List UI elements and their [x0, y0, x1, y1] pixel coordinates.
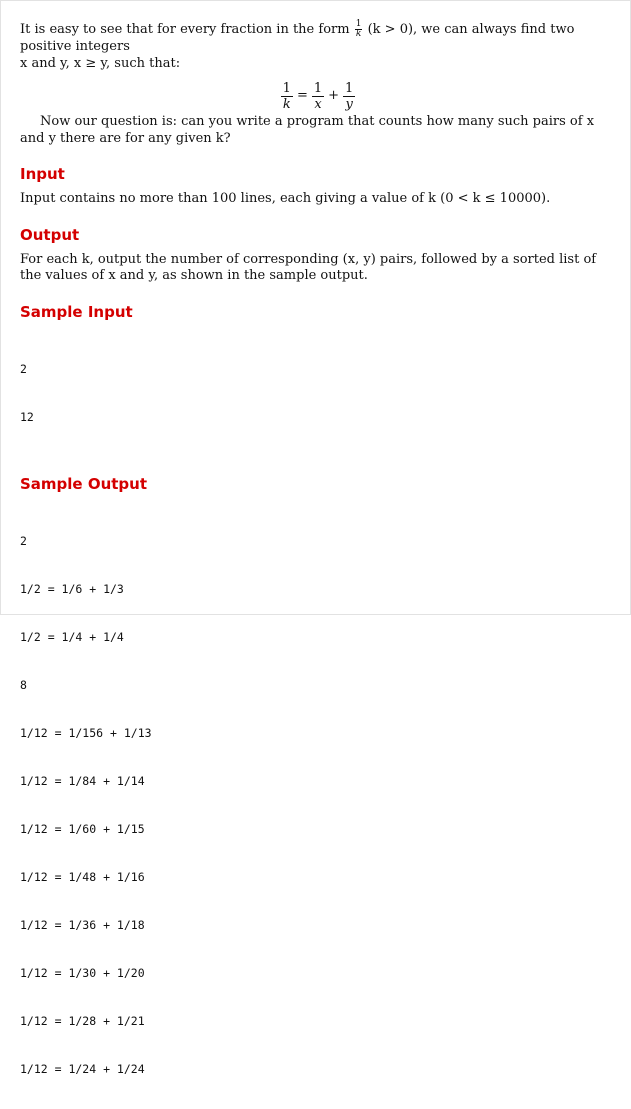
- sample-output-line: 1/2 = 1/6 + 1/3: [20, 581, 124, 596]
- sample-output-line: 1/12 = 1/84 + 1/14: [20, 773, 145, 788]
- y-numerator: 1: [345, 80, 354, 96]
- inline-fraction: [355, 20, 363, 39]
- sample-output-line: 8: [20, 677, 27, 692]
- inline-fraction-numerator: 1: [355, 19, 362, 29]
- sample-input-heading: Sample Input: [20, 302, 133, 321]
- y-fraction: [343, 81, 355, 112]
- sample-input-line: 2: [20, 361, 27, 376]
- output-heading: Output: [20, 225, 80, 244]
- plus-sign: +: [328, 87, 340, 103]
- problem-statement: [20, 12, 616, 1109]
- inline-fraction-denominator: k: [355, 29, 362, 39]
- sample-input-line: 12: [20, 409, 34, 424]
- sample-output-line: 1/12 = 1/156 + 1/13: [20, 725, 152, 740]
- intro-text-part1: It is easy to see that for every fraction in the form: [20, 22, 350, 37]
- sample-output-line: 2: [20, 533, 27, 548]
- x-denominator: x: [314, 96, 322, 112]
- sample-output-line: 1/12 = 1/24 + 1/24: [20, 1061, 145, 1076]
- question-paragraph: Now our question is: can you write a program that counts how many such pairs of x and y there are for any given k?: [20, 114, 595, 146]
- intro-condition: (k > 0), we can always find two positive integers: [20, 22, 575, 54]
- display-equation: [20, 78, 616, 114]
- input-description: Input contains no more than 100 lines, each giving a value of k (0 < k ≤ 10000).: [20, 191, 551, 206]
- x-numerator: 1: [313, 80, 323, 96]
- sample-output-line: 1/12 = 1/28 + 1/21: [20, 1013, 145, 1028]
- sample-output-line: 1/12 = 1/60 + 1/15: [20, 821, 145, 836]
- x-fraction: [312, 81, 324, 112]
- sample-output-line: 1/2 = 1/4 + 1/4: [20, 629, 124, 644]
- sample-input-block: [20, 329, 616, 457]
- sample-output-line: 1/12 = 1/48 + 1/16: [20, 869, 145, 884]
- sample-output-heading: Sample Output: [20, 474, 148, 493]
- sample-output-line: 1/12 = 1/36 + 1/18: [20, 917, 145, 932]
- sample-output-line: 1/12 = 1/30 + 1/20: [20, 965, 145, 980]
- intro-paragraph: [20, 20, 616, 72]
- input-heading: Input: [20, 165, 65, 183]
- lhs-denominator: k: [282, 96, 291, 112]
- y-denominator: y: [345, 96, 353, 112]
- lhs-numerator: 1: [282, 80, 291, 96]
- output-description: For each k, output the number of corresponding (x, y) pairs, followed by a sorted list of the values of x and y, as shown in the sample output.: [20, 251, 597, 283]
- lhs-fraction: [281, 81, 293, 112]
- equals-sign: =: [296, 87, 308, 103]
- intro-text-line2: x and y, x ≥ y, such that:: [20, 55, 181, 71]
- sample-output-block: [20, 501, 616, 1109]
